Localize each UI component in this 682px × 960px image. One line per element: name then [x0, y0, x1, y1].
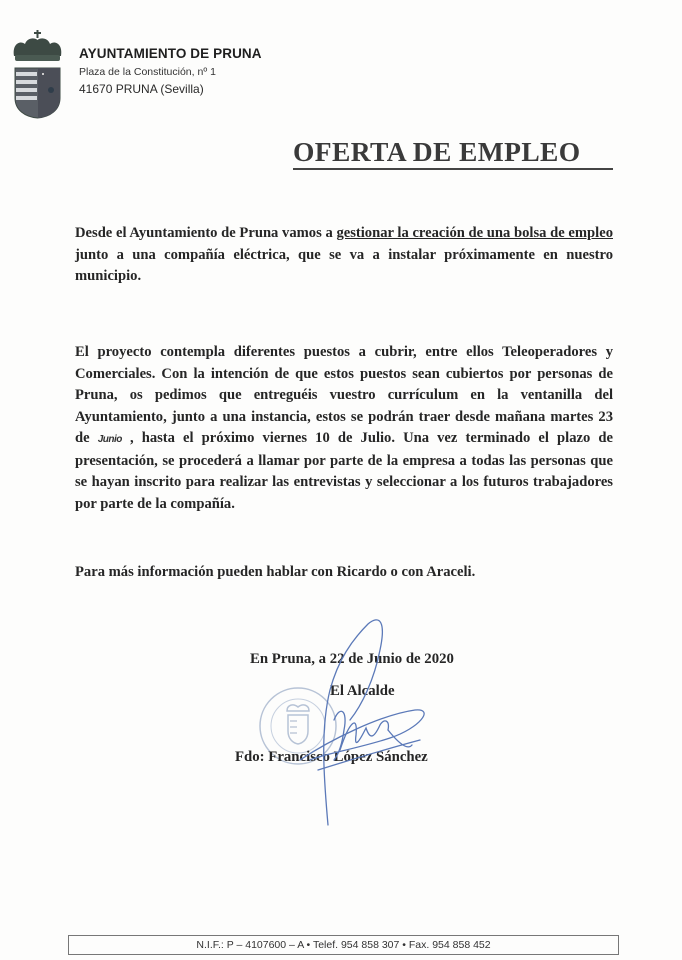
place-date: En Pruna, a 22 de Junio de 2020: [250, 651, 454, 667]
details-text-after: , hasta el próximo viernes 10 de Julio. Una vez terminado el plazo de presentación, se procederá a llamar por parte de la empresa a todas las personas que se hayan inscrito para realizar las entrevistas y seleccionar a los futuros trabajadores por parte de la compañía.: [75, 430, 613, 512]
handwritten-month: Junio: [97, 434, 122, 445]
intro-text-before: Desde el Ayuntamiento de Pruna vamos a: [75, 225, 337, 241]
details-text-before: El proyecto contempla diferentes puestos a cubrir, entre ellos Teleoperadores y Comerciales. Con la intención de que estos puestos sean cubiertos por personas de Pruna, os pedimos que entreguéis vuestro currículum en la ventanilla del Ayuntamiento, junto a una instancia, estos se podrán traer desde mañana martes 23 de: [75, 344, 613, 446]
letterhead-address: Plaza de la Constitución, nº 1: [79, 66, 216, 78]
letterhead-name: AYUNTAMIENTO DE PRUNA: [79, 46, 262, 61]
signer-name: Fdo: Francisco López Sánchez: [235, 749, 428, 765]
title-underline: [293, 168, 613, 170]
document-title: OFERTA DE EMPLEO: [293, 136, 581, 167]
signer-role: El Alcalde: [330, 683, 395, 699]
letterhead-city: 41670 PRUNA (Sevilla): [79, 82, 204, 96]
intro-underlined-text: gestionar la creación de una bolsa de empleo: [336, 225, 613, 241]
coat-of-arms-icon: [10, 28, 65, 120]
paragraph-contact: Para más información pueden hablar con Ricardo o con Araceli.: [75, 564, 476, 580]
paragraph-intro: [75, 223, 613, 288]
handwritten-signature-icon: [290, 610, 440, 830]
paragraph-details: [75, 342, 613, 515]
letterhead: [10, 28, 310, 123]
footer-contact-box: N.I.F.: P – 4107600 – A • Telef. 954 858 307 • Fax. 954 858 452: [68, 935, 619, 955]
intro-text-after: junto a una compañía eléctrica, que se va a instalar próximamente en nuestro municipio.: [75, 246, 613, 284]
